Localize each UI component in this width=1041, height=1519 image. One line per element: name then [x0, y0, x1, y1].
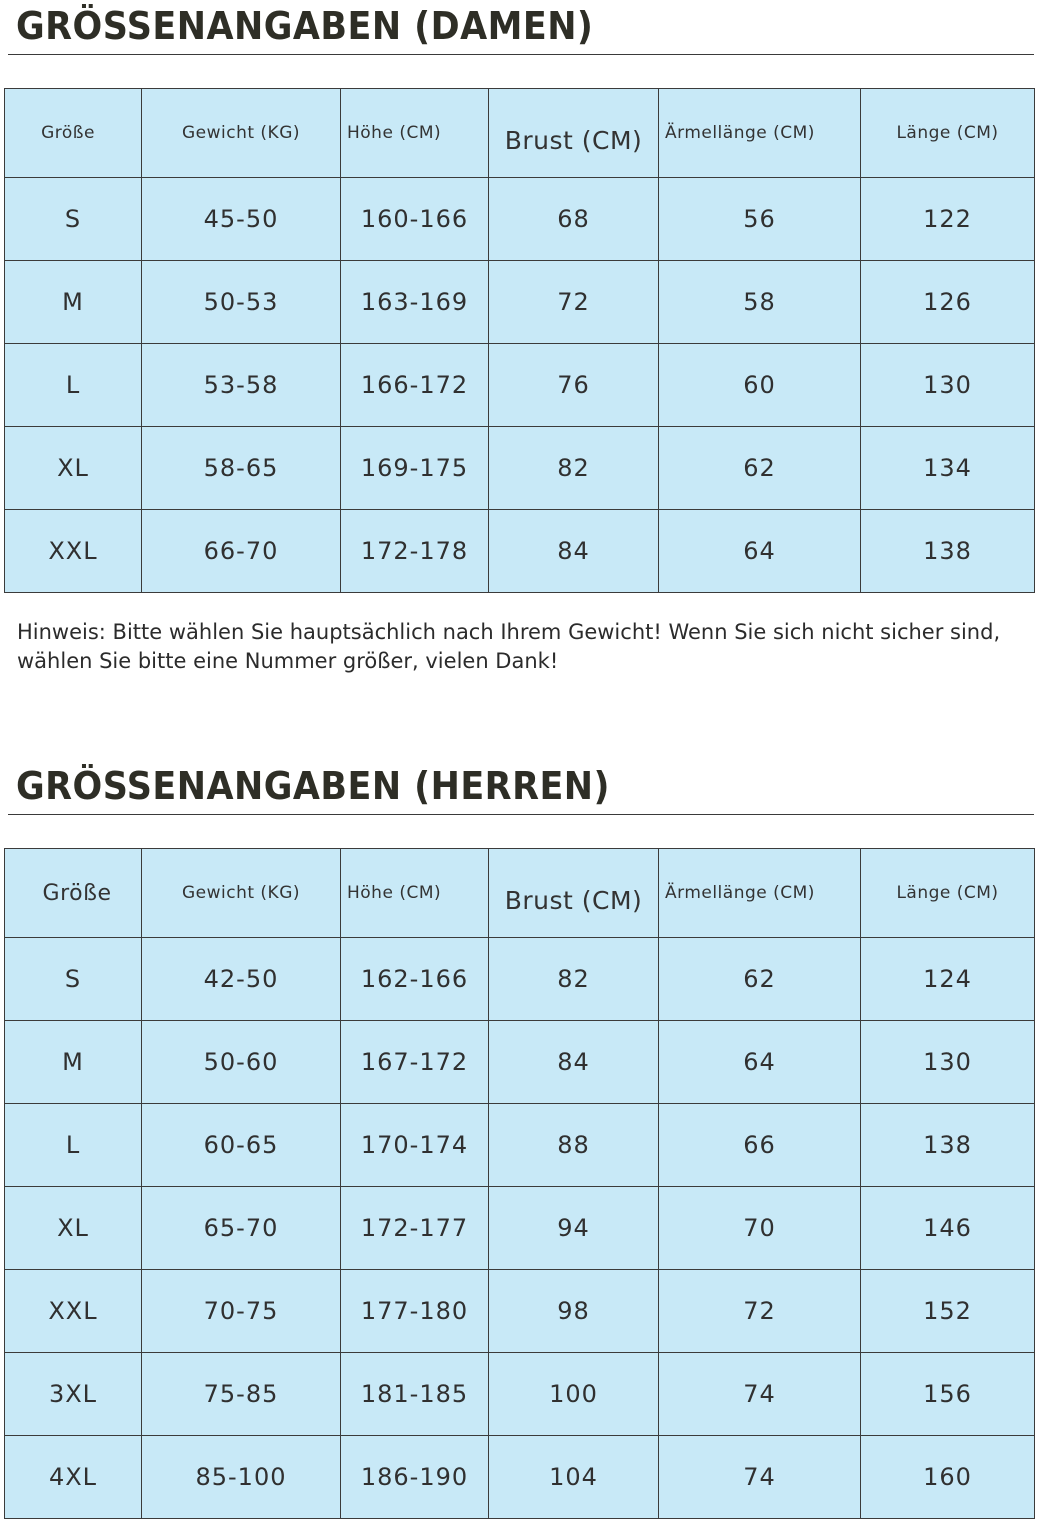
- table-header-row: [5, 89, 1035, 178]
- header-size: Größe: [5, 89, 142, 178]
- cell-length: 160: [861, 1436, 1035, 1519]
- header-sleeve-length: Ärmellänge (CM): [659, 89, 861, 178]
- table-row: [5, 1104, 1035, 1187]
- header-chest: Brust (CM): [489, 849, 659, 938]
- cell-weight: 42-50: [142, 938, 341, 1021]
- cell-weight: 50-53: [142, 261, 341, 344]
- table-row: [5, 938, 1035, 1021]
- header-height: Höhe (CM): [341, 849, 489, 938]
- cell-height: 172-177: [341, 1187, 489, 1270]
- cell-sleeve-length: 70: [659, 1187, 861, 1270]
- title-divider: [8, 54, 1034, 55]
- cell-weight: 85-100: [142, 1436, 341, 1519]
- table-row: [5, 261, 1035, 344]
- title-divider: [8, 814, 1034, 815]
- table-row: [5, 1187, 1035, 1270]
- cell-length: 122: [861, 178, 1035, 261]
- table-row: [5, 1353, 1035, 1436]
- women-size-table: [4, 88, 1035, 593]
- cell-height: 160-166: [341, 178, 489, 261]
- size-hint-note: Hinweis: Bitte wählen Sie hauptsächlich nach Ihrem Gewicht! Wenn Sie sich nicht sicher sind, wählen Sie bitte eine Nummer größer, vielen Dank!: [17, 620, 1001, 673]
- cell-height: 186-190: [341, 1436, 489, 1519]
- cell-size: S: [5, 178, 142, 261]
- cell-size: L: [5, 1104, 142, 1187]
- cell-sleeve-length: 64: [659, 1021, 861, 1104]
- cell-height: 170-174: [341, 1104, 489, 1187]
- cell-sleeve-length: 72: [659, 1270, 861, 1353]
- cell-chest: 100: [489, 1353, 659, 1436]
- cell-sleeve-length: 62: [659, 938, 861, 1021]
- cell-sleeve-length: 74: [659, 1353, 861, 1436]
- cell-length: 146: [861, 1187, 1035, 1270]
- men-size-table: [4, 848, 1035, 1519]
- table-row: [5, 510, 1035, 593]
- cell-size: M: [5, 261, 142, 344]
- cell-size: XXL: [5, 510, 142, 593]
- cell-height: 167-172: [341, 1021, 489, 1104]
- cell-chest: 72: [489, 261, 659, 344]
- cell-size: M: [5, 1021, 142, 1104]
- cell-length: 130: [861, 344, 1035, 427]
- cell-chest: 84: [489, 1021, 659, 1104]
- header-weight: Gewicht (KG): [142, 89, 341, 178]
- header-height: Höhe (CM): [341, 89, 489, 178]
- cell-weight: 66-70: [142, 510, 341, 593]
- cell-weight: 75-85: [142, 1353, 341, 1436]
- cell-chest: 94: [489, 1187, 659, 1270]
- header-size: Größe: [5, 849, 142, 938]
- cell-length: 134: [861, 427, 1035, 510]
- cell-length: 126: [861, 261, 1035, 344]
- header-sleeve-length: Ärmellänge (CM): [659, 849, 861, 938]
- cell-chest: 98: [489, 1270, 659, 1353]
- cell-length: 130: [861, 1021, 1035, 1104]
- header-length: Länge (CM): [861, 849, 1035, 938]
- header-length: Länge (CM): [861, 89, 1035, 178]
- cell-size: 3XL: [5, 1353, 142, 1436]
- cell-length: 152: [861, 1270, 1035, 1353]
- table-row: [5, 344, 1035, 427]
- women-size-chart-title: GRÖSSENANGABEN (DAMEN): [16, 4, 594, 48]
- cell-size: XXL: [5, 1270, 142, 1353]
- cell-length: 124: [861, 938, 1035, 1021]
- cell-weight: 45-50: [142, 178, 341, 261]
- cell-sleeve-length: 60: [659, 344, 861, 427]
- cell-sleeve-length: 66: [659, 1104, 861, 1187]
- cell-chest: 82: [489, 427, 659, 510]
- cell-sleeve-length: 74: [659, 1436, 861, 1519]
- cell-weight: 60-65: [142, 1104, 341, 1187]
- cell-length: 138: [861, 510, 1035, 593]
- cell-chest: 88: [489, 1104, 659, 1187]
- table-row: [5, 178, 1035, 261]
- cell-weight: 50-60: [142, 1021, 341, 1104]
- cell-length: 156: [861, 1353, 1035, 1436]
- cell-chest: 104: [489, 1436, 659, 1519]
- cell-size: L: [5, 344, 142, 427]
- cell-height: 169-175: [341, 427, 489, 510]
- cell-weight: 70-75: [142, 1270, 341, 1353]
- cell-sleeve-length: 62: [659, 427, 861, 510]
- cell-chest: 84: [489, 510, 659, 593]
- cell-weight: 58-65: [142, 427, 341, 510]
- cell-weight: 65-70: [142, 1187, 341, 1270]
- cell-height: 181-185: [341, 1353, 489, 1436]
- cell-size: S: [5, 938, 142, 1021]
- cell-height: 172-178: [341, 510, 489, 593]
- cell-length: 138: [861, 1104, 1035, 1187]
- cell-sleeve-length: 58: [659, 261, 861, 344]
- table-row: [5, 1021, 1035, 1104]
- table-header-row: [5, 849, 1035, 938]
- table-row: [5, 1436, 1035, 1519]
- cell-size: XL: [5, 1187, 142, 1270]
- men-size-chart-title: GRÖSSENANGABEN (HERREN): [16, 764, 610, 808]
- cell-size: XL: [5, 427, 142, 510]
- cell-height: 177-180: [341, 1270, 489, 1353]
- cell-sleeve-length: 56: [659, 178, 861, 261]
- header-weight: Gewicht (KG): [142, 849, 341, 938]
- header-chest: Brust (CM): [489, 89, 659, 178]
- cell-sleeve-length: 64: [659, 510, 861, 593]
- cell-weight: 53-58: [142, 344, 341, 427]
- cell-chest: 76: [489, 344, 659, 427]
- cell-height: 166-172: [341, 344, 489, 427]
- cell-size: 4XL: [5, 1436, 142, 1519]
- cell-chest: 68: [489, 178, 659, 261]
- table-row: [5, 427, 1035, 510]
- cell-height: 163-169: [341, 261, 489, 344]
- table-row: [5, 1270, 1035, 1353]
- cell-chest: 82: [489, 938, 659, 1021]
- cell-height: 162-166: [341, 938, 489, 1021]
